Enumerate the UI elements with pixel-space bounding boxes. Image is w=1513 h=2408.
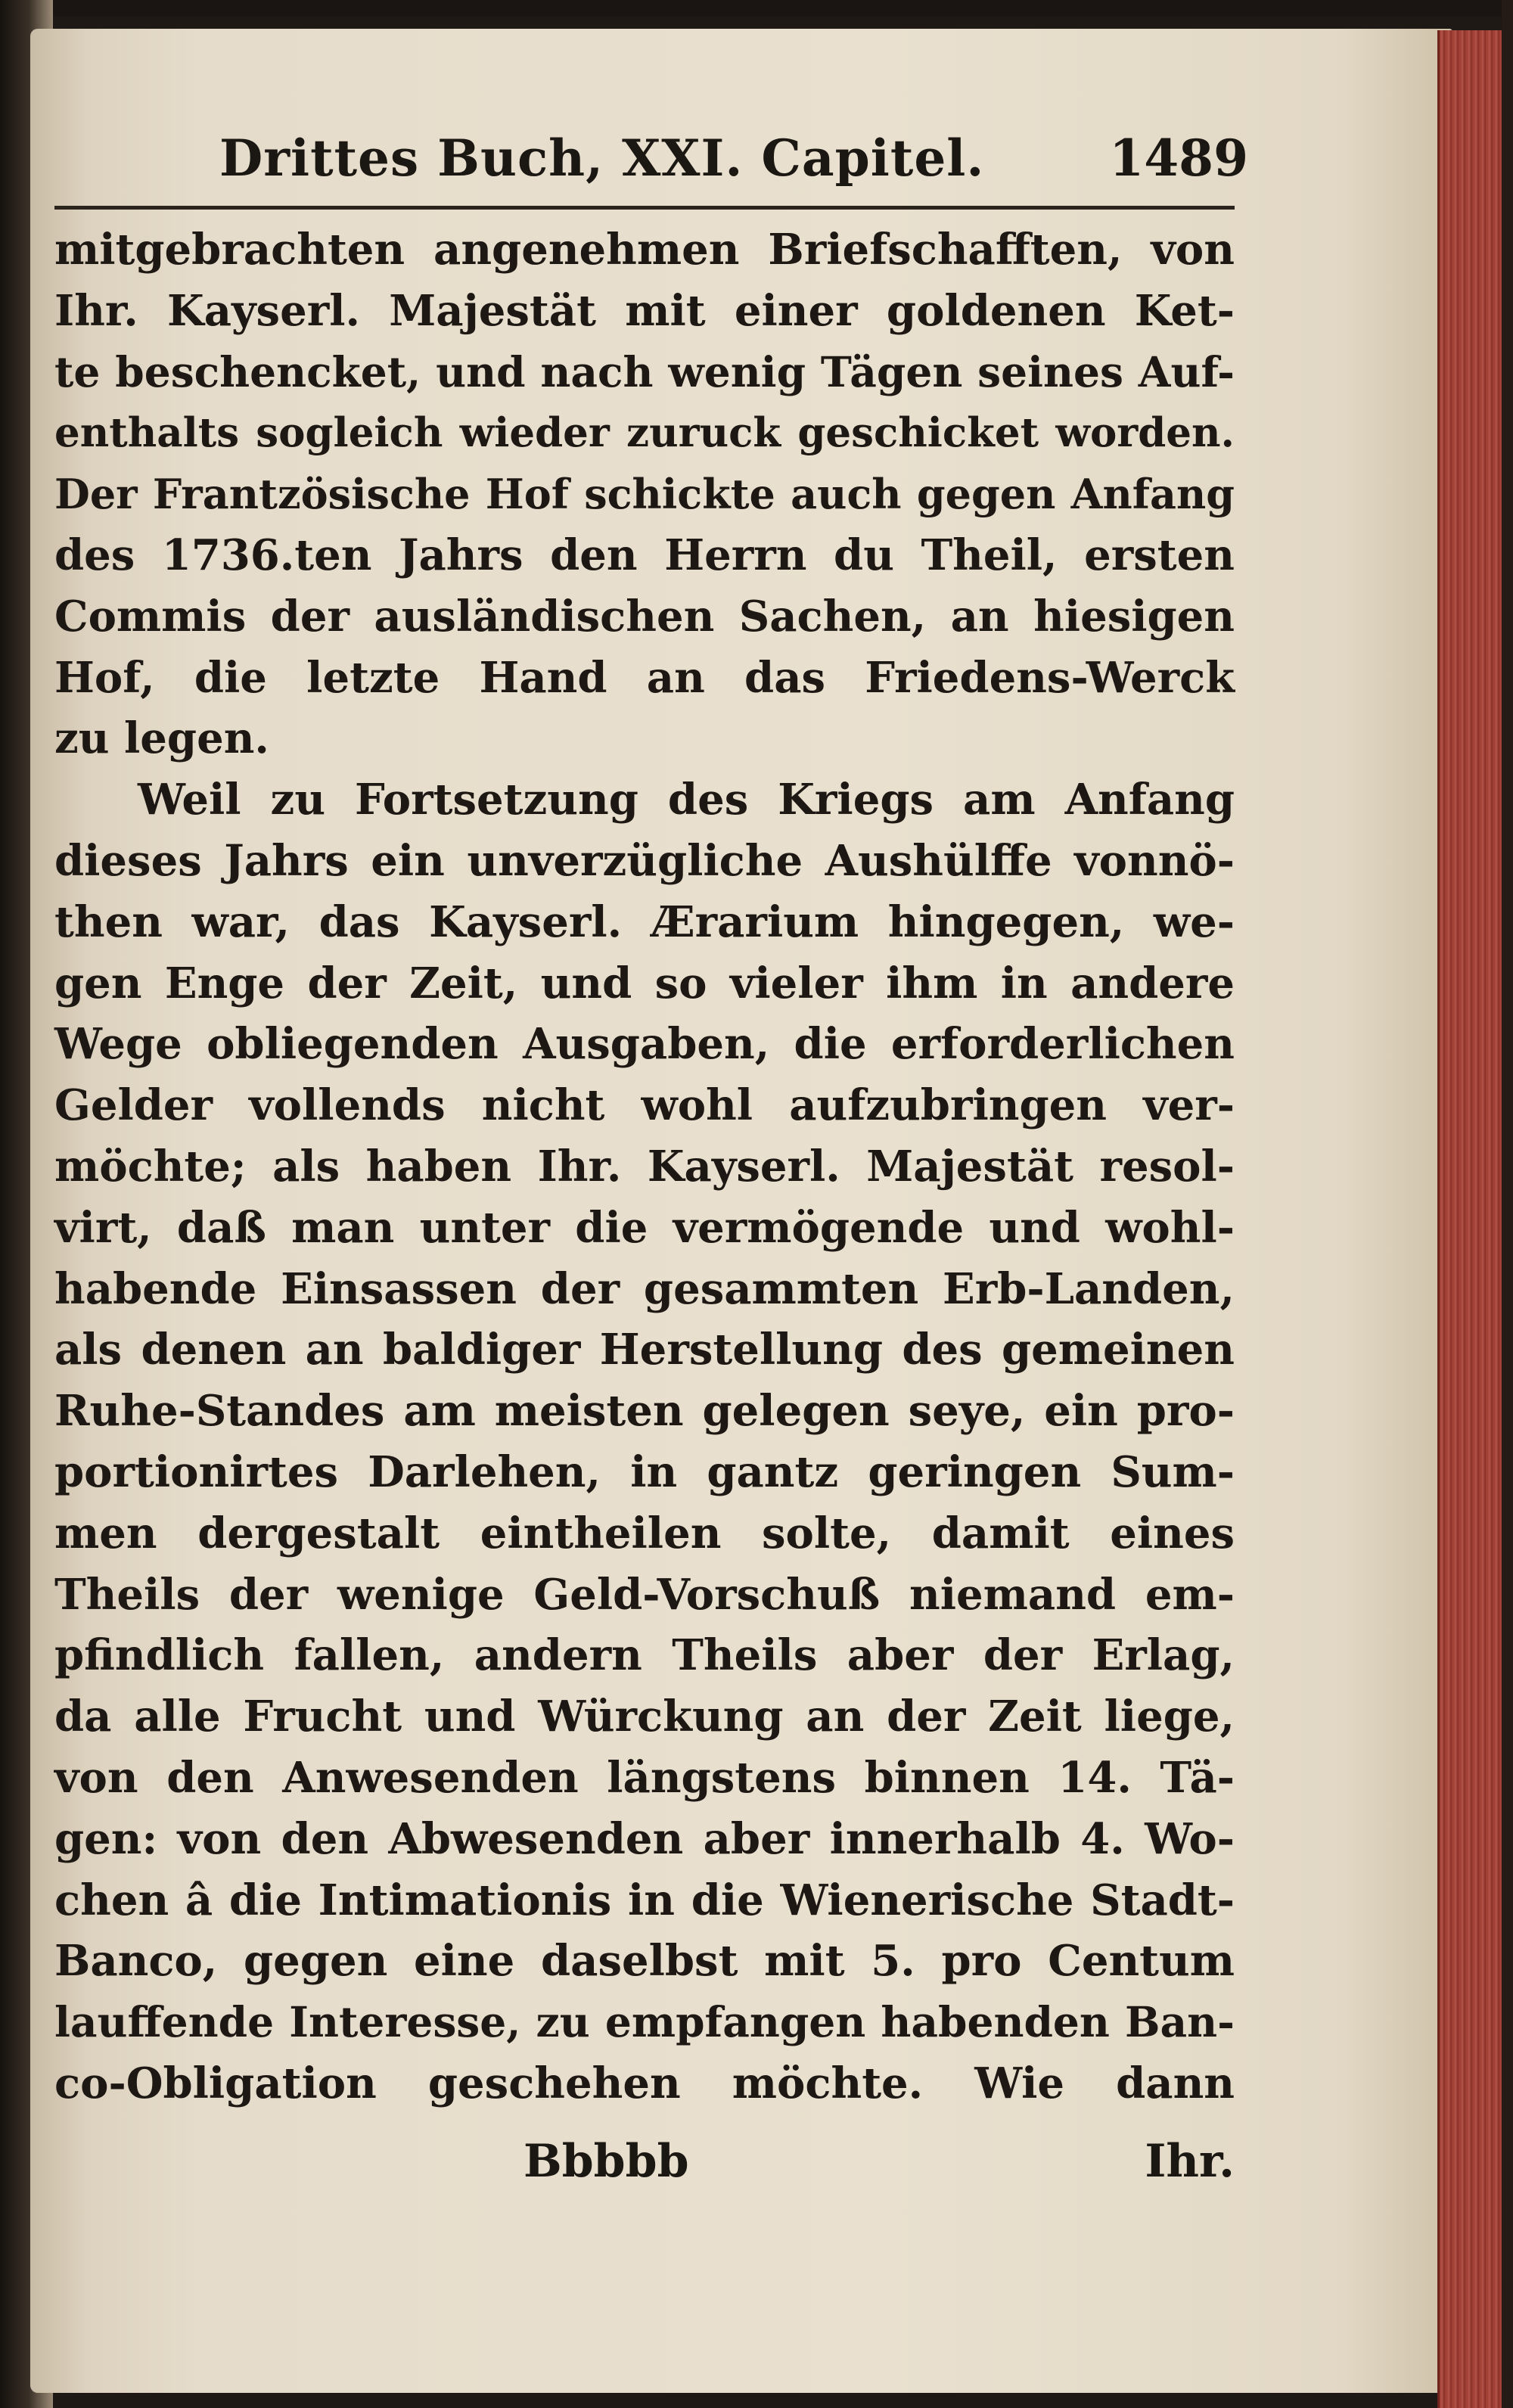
text-line: da alle Frucht und Würckung an der Zeit liege, xyxy=(54,1692,1235,1742)
text-line: men dergestalt eintheilen solte, damit eines xyxy=(54,1508,1235,1558)
text-line: Theils der wenige Geld-Vorschuß niemand em- xyxy=(54,1569,1235,1620)
text-line: Banco, gegen eine daselbst mit 5. pro Centum xyxy=(54,1936,1235,1987)
signature-mark: Bbbbb xyxy=(523,2135,689,2188)
text-line: co-Obligation geschehen möchte. Wie dann xyxy=(54,2058,1235,2108)
text-line: mitgebrachten angenehmen Briefschafften, von xyxy=(54,225,1235,275)
text-line: des 1736.ten Jahrs den Herrn du Theil, ersten xyxy=(54,530,1235,580)
text-line: habende Einsassen der gesammten Erb-Landen, xyxy=(54,1263,1235,1314)
body-text xyxy=(54,219,1235,2114)
text-line: chen â die Intimationis in die Wienerische Stadt- xyxy=(54,1875,1235,1925)
text-line: Ruhe-Standes am meisten gelegen seye, ein pro- xyxy=(54,1386,1235,1437)
text-line: Ihr. Kayserl. Majestät mit einer goldenen Ket- xyxy=(54,285,1235,336)
text-line: von den Anwesenden längstens binnen 14. Tä- xyxy=(54,1752,1235,1803)
text-line: zu legen. xyxy=(54,713,269,764)
text-line: Weil zu Fortsetzung des Kriegs am Anfang xyxy=(138,775,1235,825)
text-line: lauffende Interesse, zu empfangen habenden Ban- xyxy=(54,1997,1235,2047)
text-line: Wege obliegenden Ausgaben, die erforderlichen xyxy=(54,1019,1235,1070)
text-line: Gelder vollends nicht wohl aufzubringen ver- xyxy=(54,1080,1235,1131)
text-line: Commis der ausländischen Sachen, an hiesigen xyxy=(54,591,1235,642)
text-line: gen Enge der Zeit, und so vieler ihm in andere xyxy=(54,958,1235,1008)
text-line: als denen an baldiger Herstellung des gemeinen xyxy=(54,1325,1235,1375)
text-line: dieses Jahrs ein unverzügliche Aushülffe vonnö- xyxy=(54,835,1235,886)
text-line: enthalts sogleich wieder zuruck geschicket worden. xyxy=(54,409,1235,457)
catchword: Ihr. xyxy=(1145,2135,1235,2188)
text-line: te beschencket, und nach wenig Tägen seines Auf- xyxy=(54,346,1235,396)
text-line: pfindlich fallen, andern Theils aber der Erlag, xyxy=(54,1630,1235,1681)
text-line: Hof, die letzte Hand an das Friedens-Werck xyxy=(54,652,1235,703)
header-rule xyxy=(54,206,1235,210)
page-number: 1489 xyxy=(1109,129,1248,188)
text-line: gen: von den Abwesenden aber innerhalb 4. Wo- xyxy=(54,1813,1235,1864)
text-line: virt, daß man unter die vermögende und wohl- xyxy=(54,1202,1235,1253)
page-header xyxy=(219,129,1248,212)
text-line: Der Frantzösische Hof schickte auch gegen Anfang xyxy=(54,470,1235,519)
text-line: portionirtes Darlehen, in gantz geringen Sum- xyxy=(54,1446,1235,1497)
page-footer xyxy=(54,2135,1235,2203)
running-head: Drittes Buch, XXI. Capitel. xyxy=(219,129,985,188)
text-line: möchte; als haben Ihr. Kayserl. Majestät resol- xyxy=(54,1141,1235,1192)
text-line: then war, das Kayserl. Ærarium hingegen, we- xyxy=(54,896,1235,947)
scan-background-top xyxy=(0,0,1513,17)
scan-background-right xyxy=(1502,0,1513,2408)
